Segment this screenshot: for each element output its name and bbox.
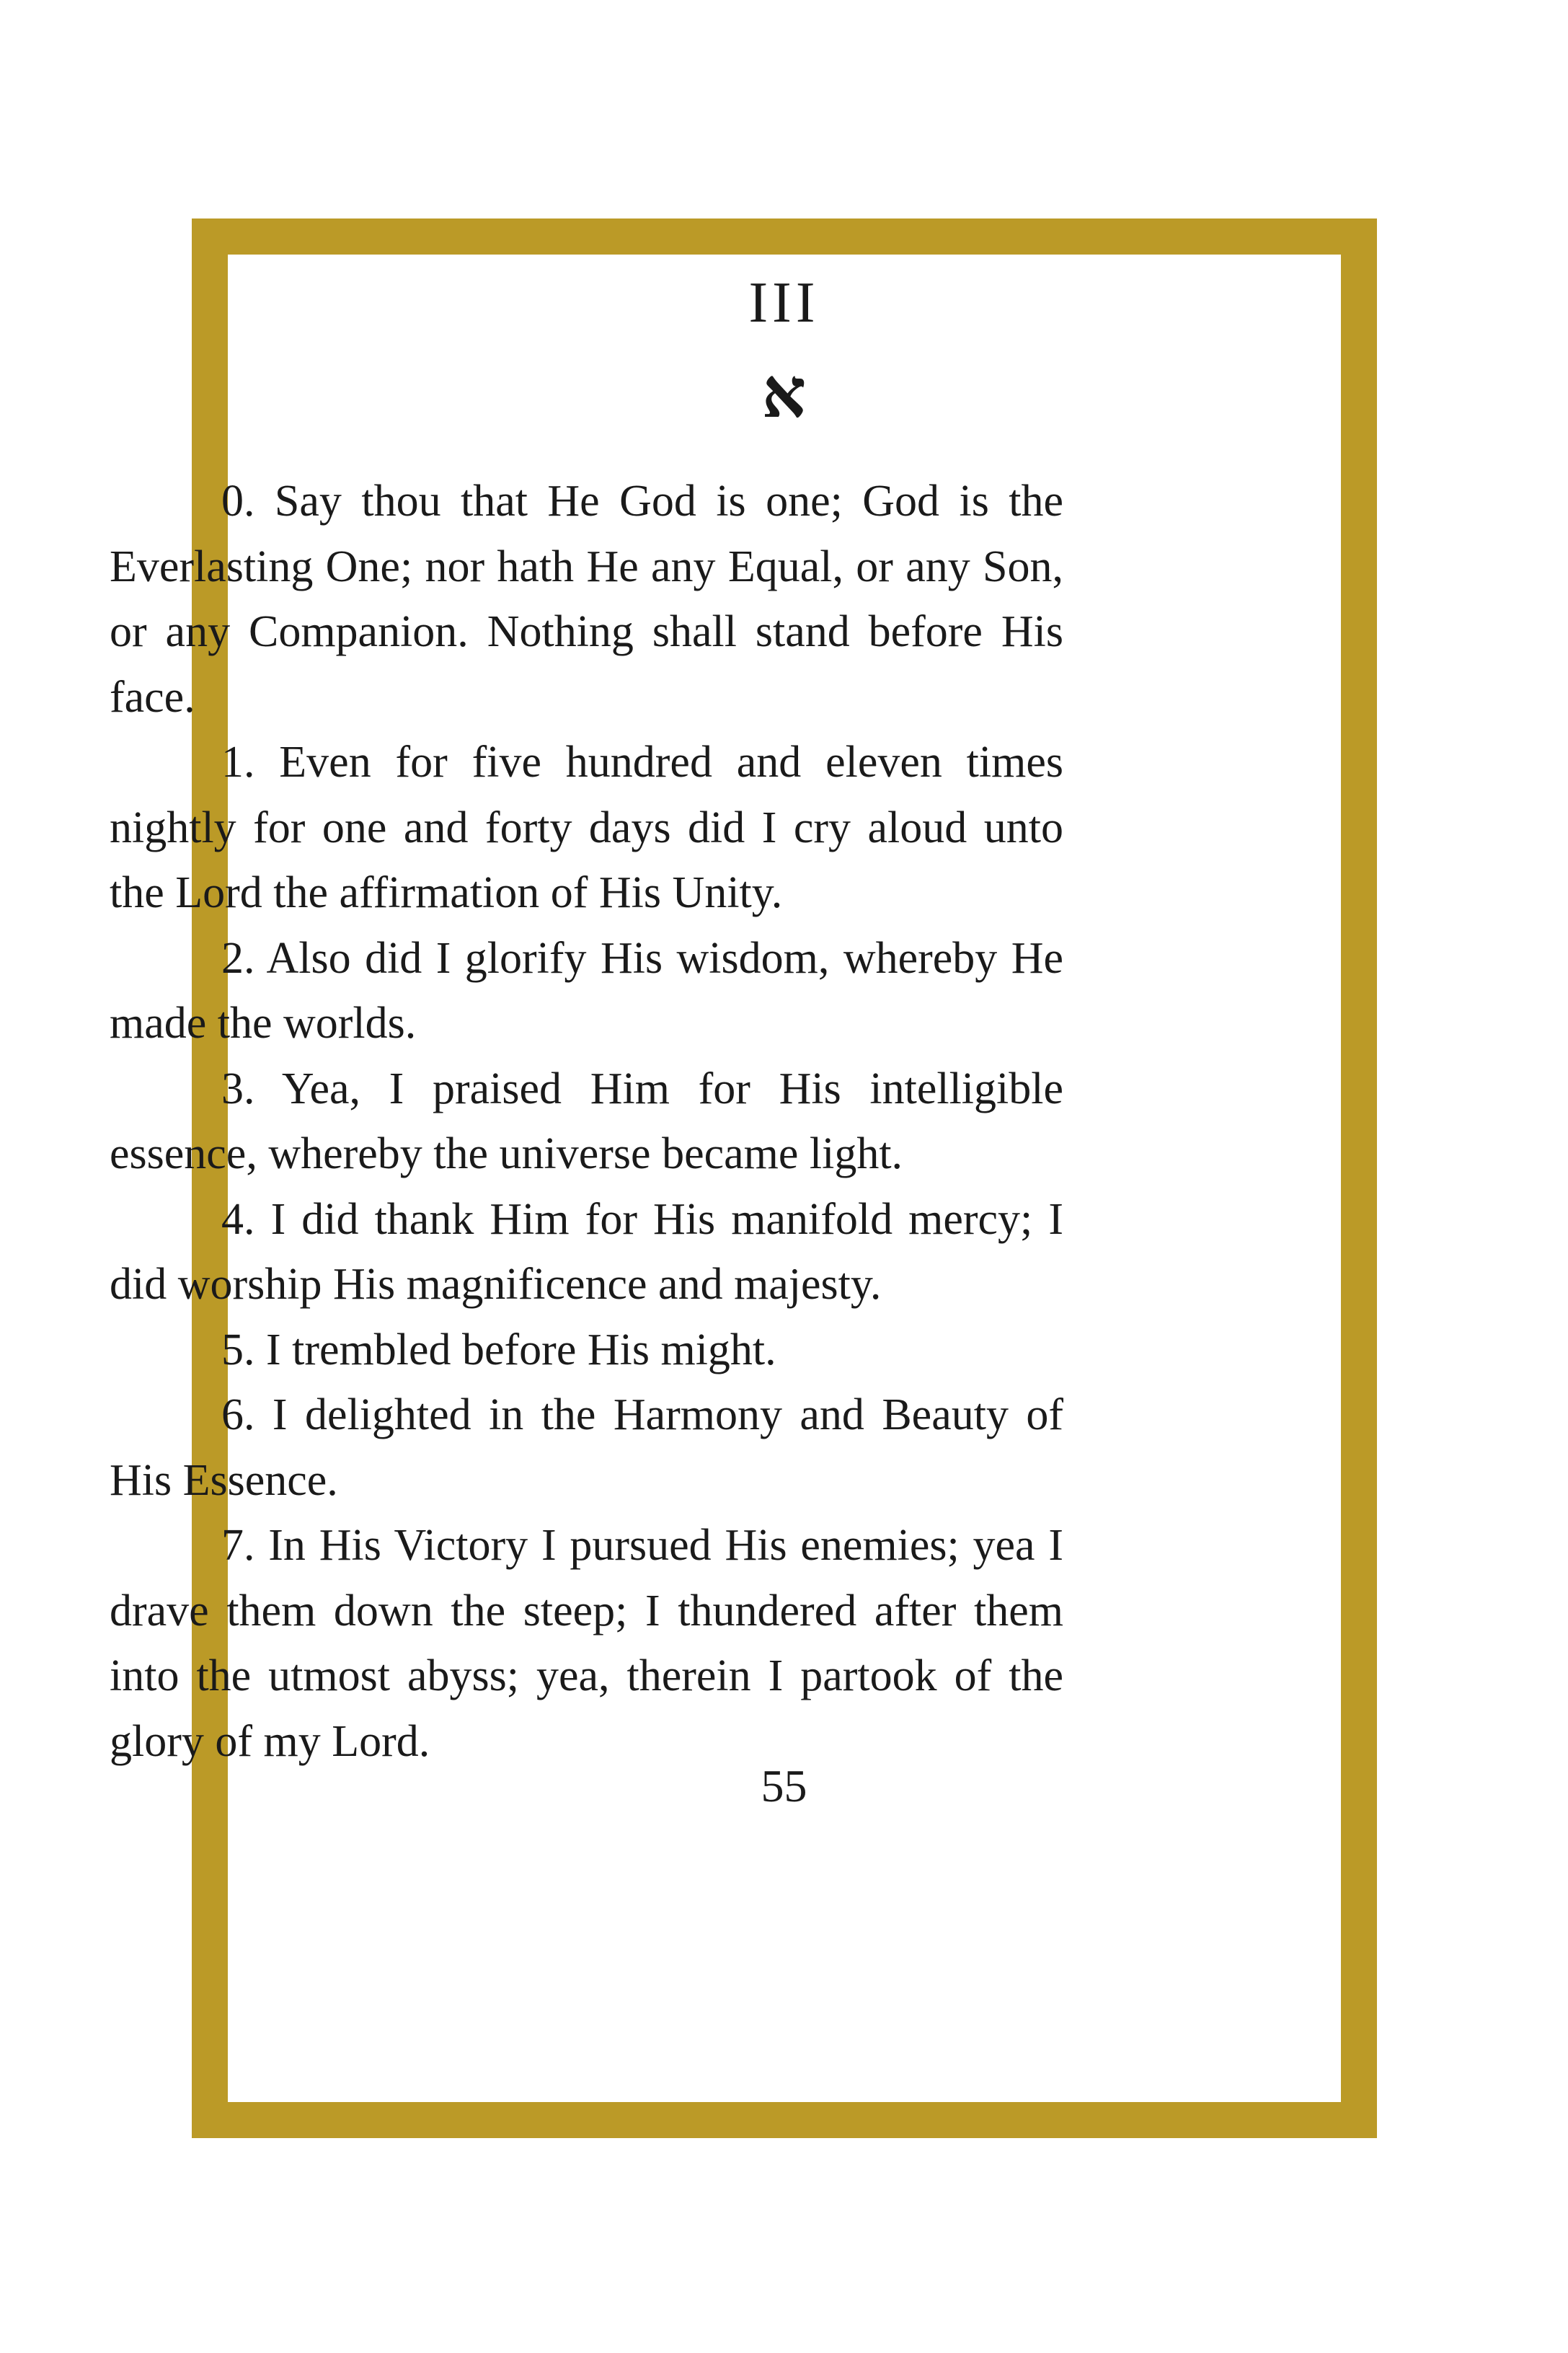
chapter-hebrew-letter: א [761,355,807,432]
verse-5: 5. I trembled before His might. [221,1325,776,1374]
verse-0: 0. Say thou that He God is one; God is the Everlasting One; nor hath He any Equal, or any Son, or any Companion. Nothing shall stand before His face. [110,477,1063,722]
verse-7: 7. In His Victory I pursued His enemies; yea I drave them down the steep; I thundered after them into the utmost abyss; yea, therein I partook of the glory of my Lord. [110,1521,1063,1766]
verse-2: 2. Also did I glorify His wisdom, whereby He made the worlds. [110,933,1063,1048]
verse-6: 6. I delighted in the Harmony and Beauty of His Essence. [110,1390,1063,1505]
verse-1: 1. Even for five hundred and eleven times nightly for one and forty days did I cry aloud unto the Lord the affirmation of His Unity. [110,738,1063,917]
verse-list [110,469,1063,1774]
verse-3: 3. Yea, I praised Him for His intelligible essence, whereby the universe became light. [110,1064,1063,1178]
verse-4: 4. I did thank Him for His manifold mercy; I did worship His magnificence and majesty. [110,1194,1063,1309]
chapter-number: III [748,271,820,335]
page-number: 55 [761,1760,807,1811]
